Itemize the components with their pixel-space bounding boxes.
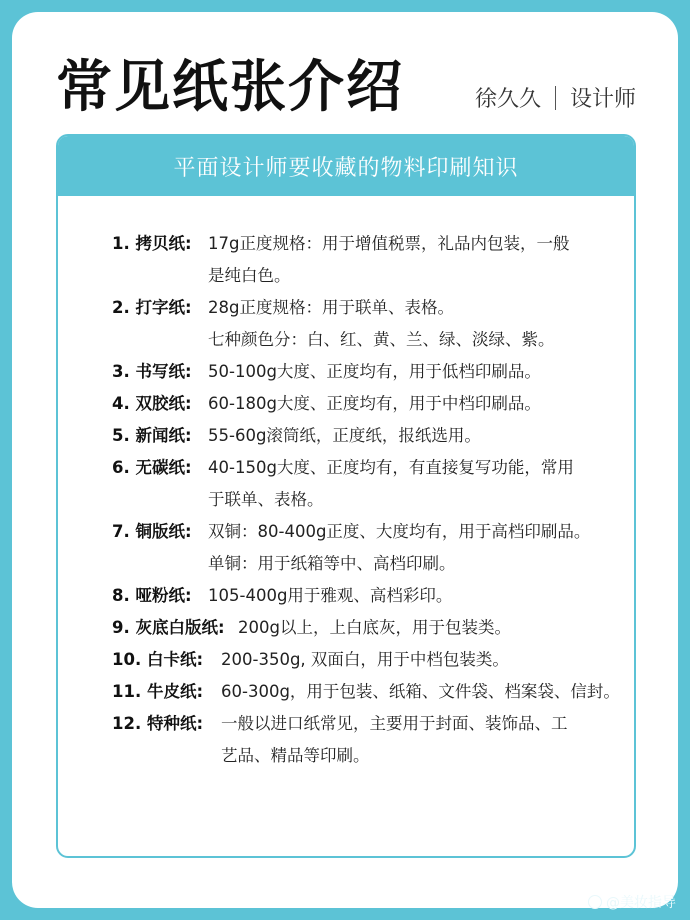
item-description: [208, 420, 481, 452]
watermark: [588, 892, 676, 912]
item-heading: 8. 哑粉纸:: [112, 586, 192, 605]
item-heading: 2. 打字纸:: [112, 298, 192, 317]
item-description: [221, 644, 509, 676]
list-item: [58, 420, 634, 452]
list-item: [58, 292, 634, 356]
item-heading: 11. 牛皮纸:: [112, 682, 204, 701]
item-line: 单铜：用于纸箱等中、高档印刷。: [208, 554, 456, 573]
weibo-icon: [588, 895, 602, 909]
author-role: 设计师: [569, 87, 636, 112]
item-description: [208, 228, 569, 292]
list-item: [58, 676, 634, 708]
page-title: 常见纸张介绍: [56, 55, 404, 120]
item-line: 28g正度规格：用于联单、表格。: [208, 298, 454, 317]
item-description: [208, 356, 541, 388]
item-heading: 1. 拷贝纸:: [112, 234, 192, 253]
list-item: [58, 708, 634, 772]
item-line: 是纯白色。: [208, 266, 291, 285]
item-description: [208, 516, 590, 580]
item-description: [208, 580, 452, 612]
item-description: [221, 708, 568, 772]
item-line: 17g正度规格：用于增值税票，礼品内包装，一般: [208, 234, 570, 253]
item-line: 60-180g大度、正度均有，用于中档印刷品。: [208, 394, 541, 413]
list-item: [58, 580, 634, 612]
item-heading: 10. 白卡纸:: [112, 650, 204, 669]
list-item: [58, 388, 634, 420]
list-item: [58, 516, 634, 580]
item-heading: 6. 无碳纸:: [112, 458, 192, 477]
author-name: 徐久久: [474, 87, 541, 112]
item-line: 60-300g，用于包装、纸箱、文件袋、档案袋、信封。: [221, 682, 620, 701]
list-item: [58, 612, 634, 644]
item-heading: 3. 书写纸:: [112, 362, 192, 381]
item-line: 50-100g大度、正度均有，用于低档印刷品。: [208, 362, 541, 381]
author-credit: [475, 82, 636, 113]
content-panel: [56, 134, 636, 858]
paper-list: [58, 228, 634, 772]
item-line: 一般以进口纸常见，主要用于封面、装饰品、工: [221, 714, 568, 733]
subtitle-banner: 平面设计师要收藏的物料印刷知识: [58, 136, 634, 196]
item-description: [208, 452, 574, 516]
watermark-text: @美妆指导: [606, 895, 676, 911]
list-item: [58, 644, 634, 676]
item-description: [208, 292, 555, 356]
item-line: 55-60g滚筒纸，正度纸，报纸选用。: [208, 426, 481, 445]
item-description: [238, 612, 511, 644]
divider: [555, 86, 556, 110]
item-heading: 5. 新闻纸:: [112, 426, 192, 445]
item-line: 200g以上，上白底灰，用于包装类。: [238, 618, 511, 637]
poster-card: [12, 12, 678, 908]
item-description: [221, 676, 620, 708]
item-line: 双铜：80-400g正度、大度均有，用于高档印刷品。: [208, 522, 591, 541]
item-heading: 9. 灰底白版纸:: [112, 618, 225, 637]
item-line: 200-350g, 双面白，用于中档包装类。: [221, 650, 509, 669]
item-line: 七种颜色分：白、红、黄、兰、绿、淡绿、紫。: [208, 330, 555, 349]
list-item: [58, 228, 634, 292]
item-line: 105-400g用于雅观、高档彩印。: [208, 586, 453, 605]
list-item: [58, 356, 634, 388]
item-line: 艺品、精品等印刷。: [221, 746, 370, 765]
item-description: [208, 388, 541, 420]
item-heading: 12. 特种纸:: [112, 714, 204, 733]
item-line: 40-150g大度、正度均有，有直接复写功能，常用: [208, 458, 574, 477]
item-heading: 7. 铜版纸:: [112, 522, 192, 541]
item-line: 于联单、表格。: [208, 490, 324, 509]
item-heading: 4. 双胶纸:: [112, 394, 192, 413]
list-item: [58, 452, 634, 516]
